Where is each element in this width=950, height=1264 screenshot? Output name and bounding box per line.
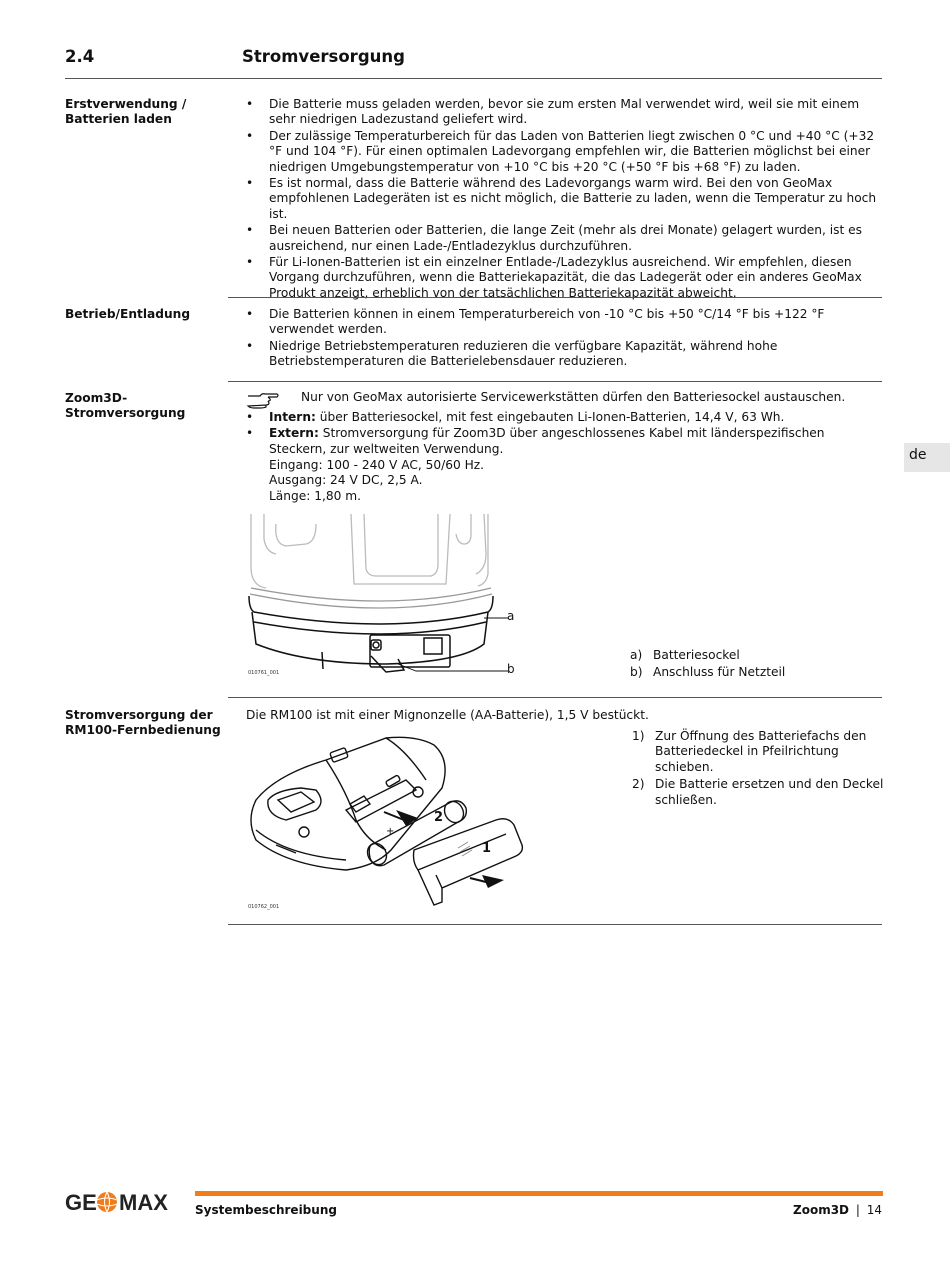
operation-heading: Betrieb/Entladung [65, 307, 191, 321]
list-item [246, 426, 884, 457]
list-item: • Bei neuen Batterien oder Batterien, die lange Zeit (mehr als drei Monate) gelagert wurden, ist es ausreichend, nur einen Lade-/Entladezyklus durchzuführen. [246, 223, 884, 254]
external-label: Extern: [269, 426, 319, 441]
first-use-list [246, 97, 884, 302]
internal-text: über Batteriesockel, mit fest eingebauten Li-Ionen-Batterien, 14,4 V, 63 Wh. [319, 410, 785, 424]
svg-text:GE: GE [65, 1190, 97, 1215]
header-rule [65, 78, 882, 79]
first-use-heading: Erstverwendung / Batterien laden [65, 97, 187, 127]
output-spec: Ausgang: 24 V DC, 2,5 A. [269, 473, 423, 488]
arrow-label-1: 1 [482, 841, 492, 856]
footer-separator: | [855, 1203, 860, 1217]
step-number: 2) [632, 777, 645, 792]
step-text: Zur Öffnung des Batteriefachs den Batteriedeckel in Pfeilrichtung schieben. [655, 729, 867, 774]
step-item [632, 777, 884, 808]
page-number: 14 [866, 1203, 882, 1217]
list-item: • Die Batterie muss geladen werden, bevor sie zum ersten Mal verwendet wird, weil sie mit einem sehr niedrigen Ladezustand geliefert wird. [246, 97, 884, 128]
power-specs [269, 458, 869, 504]
step-text: Die Batterie ersetzen und den Deckel schließen. [655, 777, 884, 807]
step-item [632, 729, 884, 775]
external-text: Stromversorgung für Zoom3D über angeschlossenes Kabel mit länderspezifischen Steckern, zur weltweiten Verwendung. [269, 426, 825, 456]
remote-battery-illustration [246, 730, 536, 910]
section-number: 2.4 [65, 47, 95, 66]
footer-chapter: Systembeschreibung [195, 1203, 337, 1217]
legend-item [630, 648, 880, 665]
note-text: Nur von GeoMax autorisierte Servicewerkstätten dürfen den Batteriesockel austauschen. [301, 390, 846, 404]
legend-item [630, 665, 880, 682]
list-item [246, 410, 884, 425]
legend-text: Batteriesockel [653, 648, 740, 662]
input-spec: Eingang: 100 - 240 V AC, 50/60 Hz. [269, 458, 485, 472]
svg-text:MAX: MAX [119, 1190, 168, 1215]
remote-power-heading: Stromversorgung der RM100-Fernbedienung [65, 708, 221, 738]
callout-a: a [507, 609, 515, 623]
list-item: • Es ist normal, dass die Batterie während des Ladevorgangs warm wird. Bei den von GeoMax empfohlenen Ladegeräten ist es nicht möglich, die Batterie zu laden, wenn die Temperatur zu hoch ist. [246, 176, 884, 222]
footer-accent-bar [195, 1191, 883, 1196]
legend-key: b) [630, 665, 643, 679]
list-item: • Für Li-Ionen-Batterien ist ein einzelner Entlade-/Ladezyklus ausreichend. Wir empfehlen, diesen Vorgang durchzuführen, wenn die Batteriekapazität, die das Ladegerät oder ein anderes GeoMax Produkt anzeigt, erheblich von der tatsächlichen Batteriekapazität abweicht. [246, 255, 884, 301]
figure-legend [630, 648, 880, 682]
battery-base-illustration [246, 514, 526, 679]
callout-b: b [507, 662, 515, 676]
length-spec: Länge: 1,80 m. [269, 488, 361, 503]
language-code: de [909, 447, 927, 463]
remote-intro: Die RM100 ist mit einer Mignonzelle (AA-Batterie), 1,5 V bestückt. [246, 708, 649, 722]
divider [228, 297, 882, 298]
step-number: 1) [632, 729, 645, 743]
list-item: • Niedrige Betriebstemperaturen reduzieren die verfügbare Kapazität, während hohe Betriebstemperaturen die Batterielebensdauer reduzieren. [246, 339, 884, 370]
divider [228, 381, 882, 382]
divider [228, 697, 882, 698]
legend-key: a) [630, 648, 643, 662]
list-item: • Der zulässige Temperaturbereich für das Laden von Batterien liegt zwischen 0 °C und +40 °C (+32 °F und 104 °F). Für einen optimalen Ladevorgang empfehlen wir, die Batterien möglichst bei einer niedrigen Umgebungstemperatur von +10 °C bis +20 °C (+50 °F bis +68 °F) zu laden. [246, 129, 884, 175]
arrow-label-2: 2 [434, 810, 444, 825]
zoom3d-power-heading: Zoom3D-Stromversorgung [65, 391, 186, 421]
legend-text: Anschluss für Netzteil [653, 665, 786, 679]
language-tab [904, 443, 950, 472]
footer-page-info [793, 1203, 882, 1218]
list-item: • Die Batterien können in einem Temperaturbereich von -10 °C bis +50 °C/14 °F bis +122 °F verwendet werden. [246, 307, 884, 338]
svg-text:+: + [386, 826, 395, 837]
instruction-steps [632, 729, 884, 810]
section-title: Stromversorgung [242, 47, 405, 66]
internal-label: Intern: [269, 410, 316, 424]
figure-code: 010762_001 [248, 904, 280, 910]
geomax-logo [65, 1189, 185, 1215]
divider [228, 924, 882, 925]
footer-product: Zoom3D [793, 1203, 850, 1217]
zoom3d-power-list [246, 410, 884, 458]
figure-code: 010761_001 [248, 670, 280, 676]
operation-list [246, 307, 884, 371]
